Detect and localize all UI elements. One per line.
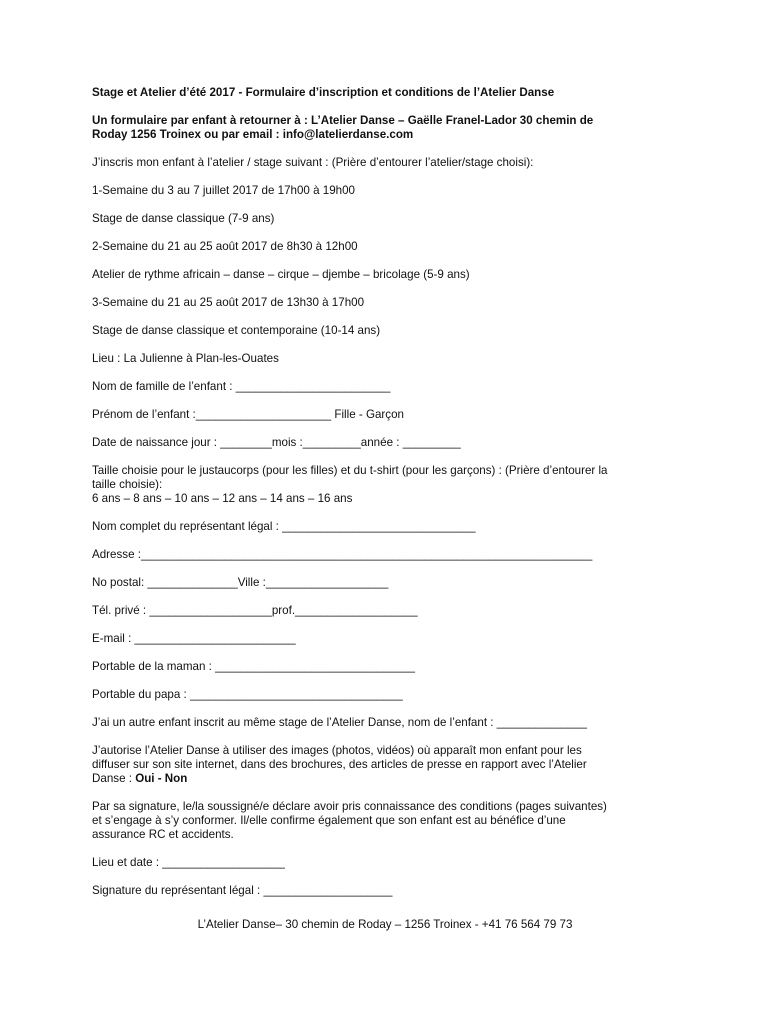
size-choice-block — [92, 464, 682, 506]
size-line-1: Taille choisie pour le justaucorps (pour les filles) et du t-shirt (pour les garçons) : (Prière d’entourer la — [92, 464, 608, 477]
birthdate-field[interactable]: Date de naissance jour : ________mois :_________année : _________ — [92, 436, 461, 449]
image-consent-prefix: Danse : — [92, 772, 136, 785]
declaration-line-1: Par sa signature, le/la soussigné/e déclare avoir pris connaissance des conditions (pages suivantes) — [92, 800, 607, 813]
size-line-2: taille choisie): — [92, 478, 163, 491]
signature-declaration-block — [92, 800, 682, 842]
image-consent-line-3 — [92, 772, 682, 786]
place-date-field[interactable]: Lieu et date : ___________________ — [92, 856, 285, 869]
footer-contact: L’Atelier Danse– 30 chemin de Roday – 1256 Troinex - +41 76 564 79 73 — [197, 918, 573, 931]
week-3-option[interactable]: 3-Semaine du 21 au 25 août 2017 de 13h30 à 17h00 — [92, 296, 365, 309]
postal-city-field[interactable]: No postal: ______________Ville :___________________ — [92, 576, 389, 589]
declaration-line-2: et s’engage à s’y conformer. Il/elle confirme également que son enfant est au bénéfice d’une — [92, 814, 566, 827]
week-2-option[interactable]: 2-Semaine du 21 au 25 août 2017 de 8h30 à 12h00 — [92, 240, 358, 253]
child-firstname-field[interactable]: Prénom de l’enfant :_____________________ Fille - Garçon — [92, 408, 404, 421]
week-1-description: Stage de danse classique (7-9 ans) — [92, 212, 275, 225]
week-3-description: Stage de danse classique et contemporaine (10-14 ans) — [92, 324, 381, 337]
mother-mobile-field[interactable]: Portable de la maman : _______________________________ — [92, 660, 415, 673]
form-page — [92, 86, 682, 912]
father-mobile-field[interactable]: Portable du papa : _________________________________ — [92, 688, 403, 701]
return-instructions — [92, 114, 682, 142]
week-2-description: Atelier de rythme africain – danse – cirque – djembe – bricolage (5-9 ans) — [92, 268, 470, 281]
form-title: Stage et Atelier d’été 2017 - Formulaire d’inscription et conditions de l’Atelier Danse — [92, 86, 555, 99]
email-field[interactable]: E-mail : _________________________ — [92, 632, 296, 645]
image-consent-line-1: J’autorise l’Atelier Danse à utiliser des images (photos, vidéos) où apparaît mon enfant pour les — [92, 744, 582, 757]
size-options[interactable]: 6 ans – 8 ans – 10 ans – 12 ans – 14 ans – 16 ans — [92, 492, 353, 505]
image-consent-choice[interactable]: Oui - Non — [135, 772, 188, 785]
location-text: Lieu : La Julienne à Plan-les-Ouates — [92, 352, 279, 365]
representative-signature-field[interactable]: Signature du représentant légal : ____________________ — [92, 884, 393, 897]
phone-field[interactable]: Tél. privé : ___________________prof.___________________ — [92, 604, 418, 617]
other-child-field[interactable]: J’ai un autre enfant inscrit au même stage de l’Atelier Danse, nom de l’enfant : ______________ — [92, 716, 587, 729]
declaration-line-3: assurance RC et accidents. — [92, 828, 234, 841]
week-1-option[interactable]: 1-Semaine du 3 au 7 juillet 2017 de 17h00 à 19h00 — [92, 184, 355, 197]
image-consent-block — [92, 744, 682, 786]
intro-text: J’inscris mon enfant à l’atelier / stage suivant : (Prière d’entourer l’atelier/stage choisi): — [92, 156, 534, 169]
address-field[interactable]: Adresse :______________________________________________________________________ — [92, 548, 593, 561]
child-lastname-field[interactable]: Nom de famille de l’enfant : ________________________ — [92, 380, 391, 393]
return-line-1: Un formulaire par enfant à retourner à : L’Atelier Danse – Gaëlle Franel-Lador 30 chemin de — [92, 114, 594, 127]
return-line-2: Roday 1256 Troinex ou par email : info@lateIierdanse.com — [92, 128, 414, 141]
legal-representative-field[interactable]: Nom complet du représentant légal : ______________________________ — [92, 520, 476, 533]
image-consent-line-2: diffuser sur son site internet, dans des brochures, des articles de presse en rapport avec l’Atelier — [92, 758, 587, 771]
